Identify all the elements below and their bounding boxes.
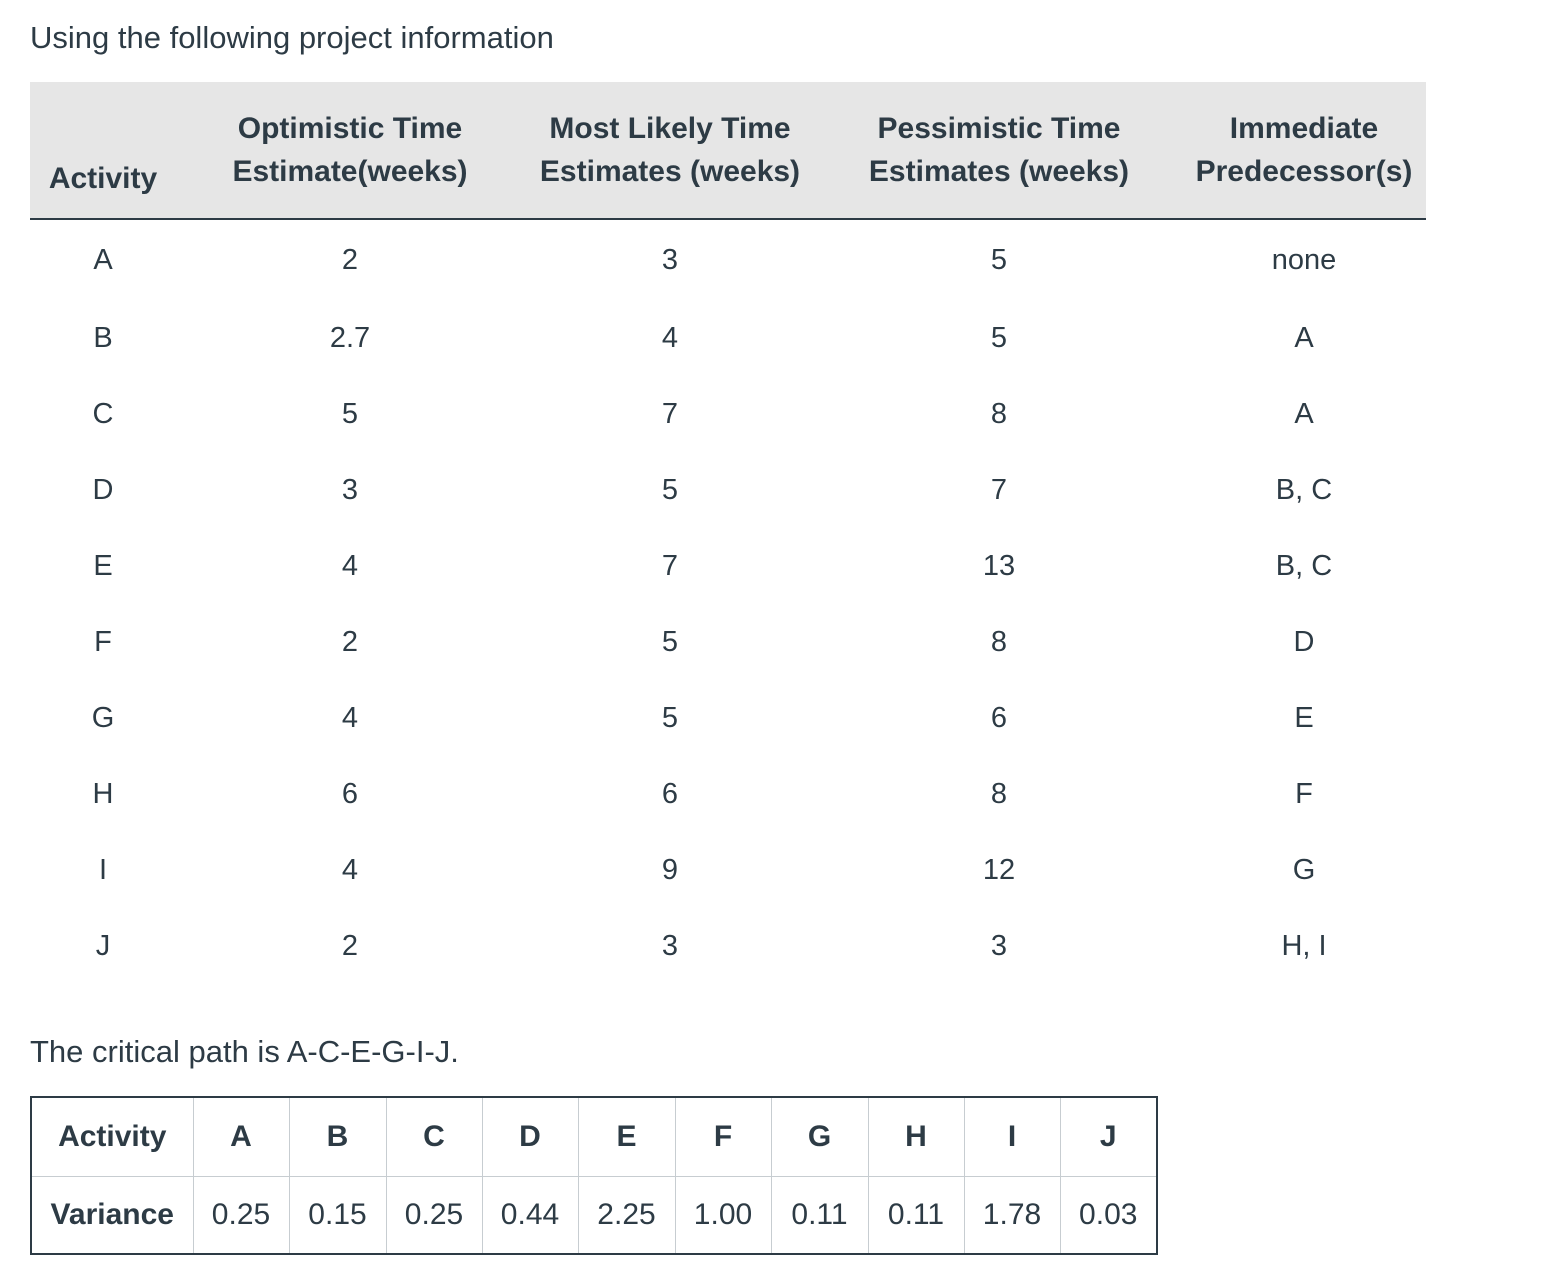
table-row	[30, 832, 1426, 908]
cell-optimistic: 3	[341, 473, 359, 506]
variance-activity-cell: D	[482, 1097, 578, 1177]
cell-most-likely: 3	[661, 929, 679, 962]
cell-activity: I	[98, 853, 108, 886]
cell-predecessors: D	[1293, 625, 1315, 658]
variance-activity-label: Activity	[31, 1097, 193, 1177]
cell-most-likely: 7	[661, 549, 679, 582]
cell-predecessors: G	[1292, 853, 1316, 886]
project-info-table	[30, 82, 1426, 984]
table-row	[30, 756, 1426, 832]
cell-most-likely: 9	[661, 853, 679, 886]
header-predecessors	[1182, 82, 1426, 219]
variance-value-cell: 1.00	[675, 1177, 771, 1255]
critical-path-text: The critical path is A-C-E-G-I-J.	[30, 1034, 459, 1069]
header-activity	[30, 82, 176, 219]
cell-predecessors: H, I	[1281, 929, 1327, 962]
table-row	[30, 680, 1426, 756]
variance-value-cell: 2.25	[578, 1177, 675, 1255]
variance-value-cell: 0.03	[1060, 1177, 1157, 1255]
header-likely-line2: Estimates (weeks)	[539, 155, 801, 188]
cell-most-likely: 5	[661, 625, 679, 658]
cell-predecessors: none	[1271, 243, 1337, 276]
header-likely-line1: Most Likely Time	[549, 112, 791, 145]
cell-pessimistic: 8	[990, 777, 1008, 810]
header-optimistic	[176, 82, 524, 219]
cell-activity: J	[95, 929, 111, 962]
cell-pessimistic: 13	[982, 549, 1016, 582]
intro-text: Using the following project information	[30, 20, 554, 55]
cell-pessimistic: 8	[990, 625, 1008, 658]
variance-activity-cell: H	[868, 1097, 964, 1177]
cell-most-likely: 7	[661, 397, 679, 430]
variance-label: Variance	[31, 1177, 193, 1255]
cell-optimistic: 4	[341, 549, 359, 582]
cell-pessimistic: 8	[990, 397, 1008, 430]
cell-pessimistic: 3	[990, 929, 1008, 962]
header-optimistic-line2: Estimate(weeks)	[232, 155, 468, 188]
cell-predecessors: A	[1294, 397, 1314, 430]
cell-activity: G	[91, 701, 115, 734]
variance-value-cell: 0.25	[193, 1177, 289, 1255]
variance-activity-cell: I	[964, 1097, 1060, 1177]
cell-most-likely: 5	[661, 701, 679, 734]
cell-optimistic: 2.7	[329, 321, 371, 354]
header-row	[30, 82, 1426, 219]
cell-optimistic: 5	[341, 397, 359, 430]
cell-predecessors: A	[1294, 321, 1314, 354]
cell-optimistic: 2	[341, 625, 359, 658]
cell-most-likely: 4	[661, 321, 679, 354]
cell-optimistic: 4	[341, 701, 359, 734]
cell-most-likely: 3	[661, 243, 679, 276]
cell-activity: A	[93, 243, 113, 276]
header-pred-line2: Predecessor(s)	[1195, 155, 1413, 188]
header-pred-line1: Immediate	[1229, 112, 1379, 145]
cell-pessimistic: 5	[990, 243, 1008, 276]
cell-pessimistic: 5	[990, 321, 1008, 354]
variance-activity-cell: C	[386, 1097, 482, 1177]
table-row	[30, 219, 1426, 300]
variance-value-cell: 0.15	[289, 1177, 386, 1255]
variance-activity-cell: A	[193, 1097, 289, 1177]
variance-activity-cell: J	[1060, 1097, 1157, 1177]
cell-pessimistic: 12	[982, 853, 1016, 886]
variance-value-cell: 0.44	[482, 1177, 578, 1255]
cell-pessimistic: 7	[990, 473, 1008, 506]
variance-value-cell: 1.78	[964, 1177, 1060, 1255]
table-row	[30, 604, 1426, 680]
project-table-header	[30, 82, 1426, 219]
table-row	[30, 908, 1426, 984]
variance-activity-cell: G	[771, 1097, 868, 1177]
variance-activity-cell: E	[578, 1097, 675, 1177]
cell-activity: H	[92, 777, 114, 810]
variance-value-row	[31, 1177, 1157, 1255]
cell-activity: D	[92, 473, 114, 506]
table-row	[30, 300, 1426, 376]
variance-value-cell: 0.11	[771, 1177, 868, 1255]
header-optimistic-line1: Optimistic Time	[237, 112, 463, 145]
cell-optimistic: 4	[341, 853, 359, 886]
header-pessimistic	[816, 82, 1182, 219]
cell-optimistic: 6	[341, 777, 359, 810]
cell-most-likely: 6	[661, 777, 679, 810]
variance-table	[30, 1096, 1158, 1255]
variance-activity-cell: F	[675, 1097, 771, 1177]
cell-predecessors: B, C	[1275, 549, 1333, 582]
header-pessimistic-line2: Estimates (weeks)	[868, 155, 1130, 188]
cell-activity: B	[93, 321, 113, 354]
cell-most-likely: 5	[661, 473, 679, 506]
cell-predecessors: F	[1295, 777, 1313, 810]
variance-value-cell: 0.25	[386, 1177, 482, 1255]
variance-value-cell: 0.11	[868, 1177, 964, 1255]
cell-predecessors: E	[1294, 701, 1314, 734]
header-pessimistic-line1: Pessimistic Time	[877, 112, 1121, 145]
cell-activity: E	[93, 549, 113, 582]
header-most-likely	[524, 82, 816, 219]
variance-activity-row	[31, 1097, 1157, 1177]
cell-activity: C	[92, 397, 114, 430]
header-activity-label: Activity	[48, 162, 158, 195]
cell-pessimistic: 6	[990, 701, 1008, 734]
table-row	[30, 452, 1426, 528]
table-row	[30, 528, 1426, 604]
cell-activity: F	[94, 625, 112, 658]
table-row	[30, 376, 1426, 452]
variance-activity-cell: B	[289, 1097, 386, 1177]
project-table-body	[30, 219, 1426, 984]
cell-predecessors: B, C	[1275, 473, 1333, 506]
cell-optimistic: 2	[341, 929, 359, 962]
cell-optimistic: 2	[341, 243, 359, 276]
